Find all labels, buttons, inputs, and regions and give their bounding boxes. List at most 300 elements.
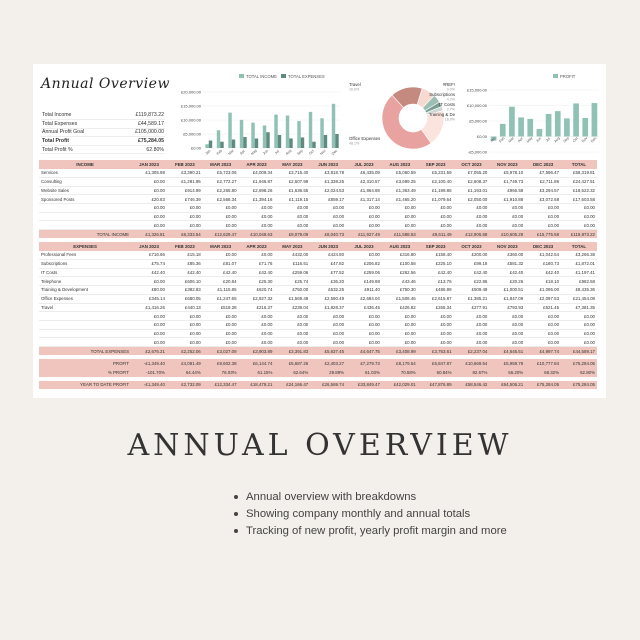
x-tick-label: Sep: [296, 148, 304, 156]
legend-swatch-profit: [553, 74, 558, 78]
ytd-cell: £64,506.21: [489, 381, 525, 390]
table-cell: £259.06: [346, 268, 382, 277]
table-cell: £0.00: [346, 338, 382, 347]
table-cell: £424.80: [310, 251, 346, 260]
section-total-cell: £9,611.49: [418, 230, 454, 239]
row-label: Services: [39, 169, 131, 178]
profit-pct-cell: 61.15%: [239, 368, 275, 377]
table-row: [39, 312, 597, 321]
profit-cell: £5,847.87: [418, 359, 454, 368]
table-cell: £1,199.86: [418, 186, 454, 195]
bar-profit: [546, 114, 552, 137]
table-cell: £0.00: [131, 277, 167, 286]
profit-pct-cell: 62.80%: [561, 368, 597, 377]
ytd-cell: £75,284.05: [561, 381, 597, 390]
table-cell: £0.00: [274, 312, 310, 321]
x-tick-label: Nov: [319, 148, 327, 156]
table-cell: £149.98: [346, 277, 382, 286]
table-cell: £316.80: [382, 251, 418, 260]
table-cell: £47.82: [310, 260, 346, 269]
table-cell: £0.00: [561, 212, 597, 221]
ytd-cell: £42,029.01: [382, 381, 418, 390]
table-cell: £5,231.59: [418, 169, 454, 178]
table-cell: £1,363.49: [382, 186, 418, 195]
table-cell: £2,590.49: [310, 294, 346, 303]
table-cell: £2,772.27: [203, 177, 239, 186]
summary-row: [41, 120, 165, 129]
x-tick-label: Jan: [204, 148, 212, 156]
bar-expenses: [255, 139, 258, 148]
profit-pct-cell: 68.32%: [525, 368, 561, 377]
profit-pct-label: % PROFIT: [39, 368, 131, 377]
profit-cell: £10,669.54: [454, 359, 490, 368]
table-cell: £0.00: [167, 312, 203, 321]
ytd-cell: £12,334.47: [203, 381, 239, 390]
profit-pct-row: [39, 368, 597, 377]
table-cell: £2,097.53: [525, 294, 561, 303]
x-tick-label: Dec: [330, 148, 339, 156]
profit-cell: £4,081.49: [167, 359, 203, 368]
donut-callout-pct: 48.1%: [349, 141, 360, 146]
table-cell: £0.00: [382, 212, 418, 221]
profit-label: PROFIT: [39, 359, 131, 368]
table-cell: £1,636.55: [274, 186, 310, 195]
table-cell: £521.45: [525, 303, 561, 312]
table-cell: £21,454.08: [561, 294, 597, 303]
profit-pct-cell: 56.20%: [489, 368, 525, 377]
donut-callout-pct: 4.2%: [446, 97, 455, 102]
table-row: [39, 277, 597, 286]
month-header: MAR 2023: [203, 160, 239, 169]
table-cell: £0.00: [239, 203, 275, 212]
table-cell: £0.00: [346, 312, 382, 321]
month-header: APR 2023: [239, 160, 275, 169]
section-header: INCOME: [39, 160, 131, 169]
x-tick-label: Sep: [562, 136, 570, 144]
bar-profit: [527, 119, 533, 137]
profit-cell: £9,602.38: [203, 359, 239, 368]
table-cell: £0.00: [454, 338, 490, 347]
y-tick-label: £0.00: [190, 145, 201, 151]
table-cell: £1,828.37: [310, 303, 346, 312]
table-cell: £0.00: [239, 329, 275, 338]
table-cell: £1,119.15: [274, 195, 310, 204]
bar-expenses: [266, 132, 269, 148]
table-cell: £0.00: [454, 320, 490, 329]
table-row: [39, 338, 597, 347]
table-cell: £5,978.10: [489, 169, 525, 178]
section-total-cell: £4,645.51: [489, 346, 525, 355]
table-cell: £0.00: [239, 312, 275, 321]
section-total-cell: £12,906.58: [454, 230, 490, 239]
table-cell: £2,927.32: [239, 294, 275, 303]
row-label: [39, 203, 131, 212]
legend-profit: PROFIT: [560, 74, 576, 79]
bar-income: [286, 116, 289, 148]
table-cell: £2,607.99: [274, 177, 310, 186]
table-cell: £859.17: [310, 195, 346, 204]
x-tick-label: Feb: [215, 148, 224, 156]
table-cell: £911.40: [346, 286, 382, 295]
bar-income: [251, 123, 254, 148]
table-cell: £0.00: [346, 203, 382, 212]
ytd-row: [39, 381, 597, 390]
table-cell: £1,385.21: [454, 294, 490, 303]
table-cell: £0.00: [310, 203, 346, 212]
table-cell: £0.00: [489, 221, 525, 230]
table-cell: £581.32: [489, 260, 525, 269]
bar-income: [297, 121, 300, 148]
table-cell: £0.00: [346, 221, 382, 230]
section-total-cell: £3,763.61: [418, 346, 454, 355]
table-cell: £1,317.14: [346, 195, 382, 204]
x-tick-label: Aug: [553, 136, 561, 144]
table-cell: £982.58: [561, 277, 597, 286]
table-cell: £85.36: [167, 260, 203, 269]
table-row: [39, 195, 597, 204]
expenses-donut-svg: [313, 78, 453, 156]
table-cell: £1,872.01: [561, 260, 597, 269]
table-cell: £158.40: [418, 251, 454, 260]
row-label: Travel: [39, 303, 131, 312]
table-cell: £0.00: [274, 338, 310, 347]
table-cell: £0.00: [203, 320, 239, 329]
table-cell: £1,465.20: [382, 195, 418, 204]
bar-expenses: [278, 135, 281, 148]
ytd-cell: £18,479.21: [239, 381, 275, 390]
table-cell: £0.00: [131, 177, 167, 186]
table-cell: £42.40: [167, 268, 203, 277]
table-cell: £42.40: [525, 268, 561, 277]
table-cell: £0.00: [274, 329, 310, 338]
table-cell: £382.83: [167, 286, 203, 295]
section-total-cell: £8,040.73: [310, 230, 346, 239]
table-cell: £20.26: [489, 277, 525, 286]
section-total-cell: £15,775.58: [525, 230, 561, 239]
x-tick-label: Dec: [590, 136, 598, 144]
x-tick-label: Aug: [284, 148, 293, 156]
donut-callout-pct: 18.9%: [444, 117, 455, 122]
table-cell: £59,319.81: [561, 169, 597, 178]
bar-expenses: [220, 142, 223, 148]
table-cell: £25.74: [274, 277, 310, 286]
section-total-cell: £5,637.45: [310, 346, 346, 355]
table-cell: £2,684.04: [346, 294, 382, 303]
table-cell: £0.00: [454, 203, 490, 212]
profit-cell: £2,403.27: [310, 359, 346, 368]
table-cell: £606.10: [167, 277, 203, 286]
bar-profit: [500, 124, 506, 137]
table-cell: £0.00: [525, 221, 561, 230]
bar-expenses: [209, 141, 212, 148]
table-cell: £0.00: [203, 251, 239, 260]
section-total-cell: £10,605.29: [489, 230, 525, 239]
table-cell: £1,569.48: [274, 294, 310, 303]
table-cell: £2,568.34: [203, 195, 239, 204]
table-cell: £5,723.06: [203, 169, 239, 178]
profit-chart: [453, 72, 603, 156]
section-total-row: [39, 346, 597, 355]
table-cell: £0.00: [131, 329, 167, 338]
table-cell: £0.00: [131, 221, 167, 230]
bar-profit: [509, 107, 515, 137]
month-header: FEB 2023: [167, 160, 203, 169]
table-cell: £3,390.21: [167, 169, 203, 178]
table-row: [39, 212, 597, 221]
table-cell: £0.00: [310, 312, 346, 321]
table-cell: £36.20: [310, 277, 346, 286]
donut-callout-pct: 16.6%: [349, 87, 360, 92]
bar-expenses: [301, 137, 304, 148]
bar-profit: [518, 117, 524, 136]
x-tick-label: Jul: [273, 149, 281, 156]
table-cell: £262.56: [382, 268, 418, 277]
table-cell: £0.00: [525, 338, 561, 347]
month-header: JUN 2023: [310, 242, 346, 251]
section-total-cell: £4,997.74: [525, 346, 561, 355]
profit-pct-cell: 70.58%: [382, 368, 418, 377]
table-cell: £1,338.25: [310, 177, 346, 186]
table-cell: £1,946.87: [239, 177, 275, 186]
summary-value: 62.80%: [114, 145, 165, 154]
section-total-cell: £9,079.09: [274, 230, 310, 239]
table-cell: £1,000.51: [489, 286, 525, 295]
table-row: [39, 169, 597, 178]
y-tick-label: £15,000.00: [180, 103, 201, 109]
x-tick-label: Apr: [516, 136, 524, 144]
table-cell: £2,711.86: [525, 177, 561, 186]
table-cell: £0.00: [203, 329, 239, 338]
table-cell: £25.30: [239, 277, 275, 286]
table-cell: £116.51: [274, 260, 310, 269]
donut-callout-name: IT Costs: [439, 102, 455, 107]
table-cell: £793.93: [489, 303, 525, 312]
summary-value: £105,000.00: [114, 128, 165, 137]
feature-item: Showing company monthly and annual totals: [232, 506, 507, 523]
y-tick-label: £5,000.00: [183, 131, 201, 137]
month-header: AUG 2023: [382, 160, 418, 169]
x-tick-label: Jun: [262, 148, 270, 156]
section-total-label: TOTAL EXPENSES: [39, 346, 131, 355]
table-cell: £432.00: [274, 251, 310, 260]
summary-label: Total Profit: [41, 137, 114, 146]
table-cell: £519.28: [203, 303, 239, 312]
expenses-donut-chart: [313, 78, 453, 156]
x-tick-label: Apr: [239, 148, 246, 156]
profit-cell: £5,687.26: [274, 359, 310, 368]
section-total-cell: £3,903.89: [239, 346, 275, 355]
table-cell: £0.00: [418, 320, 454, 329]
section-total-row: [39, 230, 597, 239]
table-row: [39, 294, 597, 303]
section-total-cell: £44,589.17: [561, 346, 597, 355]
section-header-row: [39, 242, 597, 251]
table-cell: £0.00: [167, 329, 203, 338]
x-tick-label: Oct: [571, 136, 579, 144]
table-cell: £0.00: [346, 320, 382, 329]
y-tick-label: £0.00: [476, 134, 487, 139]
section-total-cell: £3,391.83: [274, 346, 310, 355]
summary-value: £75,284.05: [114, 137, 165, 146]
bar-profit: [555, 111, 561, 136]
table-cell: £0.00: [167, 338, 203, 347]
donut-callout-name: #REF!: [442, 82, 455, 87]
month-header: MAY 2023: [274, 160, 310, 169]
table-cell: £265.34: [418, 303, 454, 312]
table-cell: £225.10: [418, 260, 454, 269]
feature-list: [232, 489, 507, 540]
bar-income: [228, 113, 231, 148]
table-cell: £0.00: [203, 203, 239, 212]
table-cell: £3,715.40: [274, 169, 310, 178]
table-cell: £2,024.53: [310, 186, 346, 195]
table-cell: £3,818.78: [310, 169, 346, 178]
donut-callout-pct: 0.0%: [446, 87, 455, 92]
table-cell: £0.00: [310, 212, 346, 221]
section-total-cell: £10,048.63: [239, 230, 275, 239]
month-header: MAY 2023: [274, 242, 310, 251]
month-header: NOV 2023: [489, 160, 525, 169]
table-cell: £0.00: [239, 320, 275, 329]
summary-row: [41, 145, 165, 154]
table-cell: £0.00: [346, 329, 382, 338]
y-tick-label: £15,000.00: [466, 87, 487, 93]
table-cell: £0.00: [274, 203, 310, 212]
x-tick-label: Mar: [227, 148, 235, 156]
profit-cell: £7,279.73: [346, 359, 382, 368]
profit-pct-cell: 60.84%: [418, 368, 454, 377]
section-header: EXPENSES: [39, 242, 131, 251]
table-cell: £43.46: [382, 277, 418, 286]
table-cell: £17,603.58: [561, 195, 597, 204]
feature-item: Tracking of new profit, yearly profit margin and more: [232, 523, 507, 540]
table-cell: £6,435.09: [346, 169, 382, 178]
row-label: [39, 212, 131, 221]
month-header: OCT 2023: [454, 242, 490, 251]
table-cell: £1,193.01: [454, 186, 490, 195]
row-label: Training & Development: [39, 286, 131, 295]
table-cell: £0.00: [274, 320, 310, 329]
ytd-cell: £26,569.74: [310, 381, 346, 390]
table-cell: £5,060.59: [382, 169, 418, 178]
table-row: [39, 177, 597, 186]
month-header: JAN 2023: [131, 160, 167, 169]
table-cell: £0.00: [131, 312, 167, 321]
table-cell: £42.40: [239, 268, 275, 277]
bar-profit: [564, 118, 570, 136]
table-cell: £15.18: [167, 251, 203, 260]
bar-profit: [573, 103, 579, 136]
table-cell: £0.00: [525, 212, 561, 221]
table-cell: £0.00: [561, 329, 597, 338]
table-cell: £0.00: [310, 338, 346, 347]
bar-expenses: [232, 140, 235, 148]
table-cell: £966.58: [489, 186, 525, 195]
x-tick-label: Feb: [498, 136, 506, 144]
table-cell: £1,394.16: [239, 195, 275, 204]
total-header: TOTAL: [561, 242, 597, 251]
table-cell: £436.45: [346, 303, 382, 312]
profit-pct-cell: 62.64%: [274, 368, 310, 377]
summary-label: Annual Profit Goal: [41, 128, 114, 137]
table-cell: £0.00: [525, 320, 561, 329]
month-header: AUG 2023: [382, 242, 418, 251]
profit-pct-cell: 29.89%: [310, 368, 346, 377]
summary-value: £119,873.22: [114, 111, 165, 120]
section-total-cell: £4,647.75: [346, 346, 382, 355]
summary-value: £44,589.17: [114, 120, 165, 129]
table-cell: £239.04: [274, 303, 310, 312]
row-label: [39, 338, 131, 347]
table-cell: £0.00: [382, 312, 418, 321]
table-row: [39, 203, 597, 212]
table-cell: £0.00: [203, 221, 239, 230]
bar-income: [309, 112, 312, 148]
table-cell: £0.00: [525, 329, 561, 338]
bar-income: [217, 130, 220, 148]
table-cell: £3,072.68: [525, 195, 561, 204]
x-tick-label: May: [525, 135, 534, 144]
section-total-cell: £1,326.81: [131, 230, 167, 239]
table-cell: £1,910.88: [489, 195, 525, 204]
month-header: SEP 2023: [418, 242, 454, 251]
month-header: DEC 2023: [525, 242, 561, 251]
summary-row: [41, 128, 165, 137]
donut-callout-name: Office Expenses: [349, 136, 381, 141]
table-cell: £0.00: [382, 203, 418, 212]
table-cell: £0.00: [489, 320, 525, 329]
ytd-cell: £2,732.09: [167, 381, 203, 390]
profit-cell: £10,777.84: [525, 359, 561, 368]
section-header-row: [39, 160, 597, 169]
table-cell: £77.52: [310, 268, 346, 277]
table-cell: £0.00: [489, 212, 525, 221]
row-label: [39, 312, 131, 321]
table-cell: £0.00: [382, 320, 418, 329]
bar-income: [205, 144, 208, 148]
table-cell: £0.00: [382, 221, 418, 230]
table-cell: £99.18: [454, 260, 490, 269]
table-cell: £81.07: [203, 260, 239, 269]
table-cell: £1,508.46: [382, 294, 418, 303]
month-header: NOV 2023: [489, 242, 525, 251]
bar-profit: [537, 129, 543, 136]
month-header: MAR 2023: [203, 242, 239, 251]
table-cell: £0.00: [382, 329, 418, 338]
table-cell: £42.40: [418, 268, 454, 277]
table-cell: £0.00: [131, 320, 167, 329]
row-label: Subscriptions: [39, 260, 131, 269]
table-cell: £0.00: [489, 312, 525, 321]
table-cell: £206.82: [346, 260, 382, 269]
table-cell: £0.00: [561, 338, 597, 347]
table-cell: £0.00: [239, 338, 275, 347]
table-row: [39, 251, 597, 260]
donut-callout-name: Training & De: [428, 112, 455, 117]
table-cell: £0.00: [561, 203, 597, 212]
table-cell: £746.39: [167, 195, 203, 204]
summary-table: [41, 111, 165, 154]
table-cell: £0.00: [203, 338, 239, 347]
row-label: IT Costs: [39, 268, 131, 277]
table-cell: £1,115.85: [203, 286, 239, 295]
x-tick-label: Oct: [308, 148, 315, 156]
summary-row: [41, 111, 165, 120]
summary-label: Total Expenses: [41, 120, 114, 129]
ytd-cell: £33,849.47: [346, 381, 382, 390]
table-cell: £0.00: [418, 338, 454, 347]
bar-income: [274, 115, 277, 148]
